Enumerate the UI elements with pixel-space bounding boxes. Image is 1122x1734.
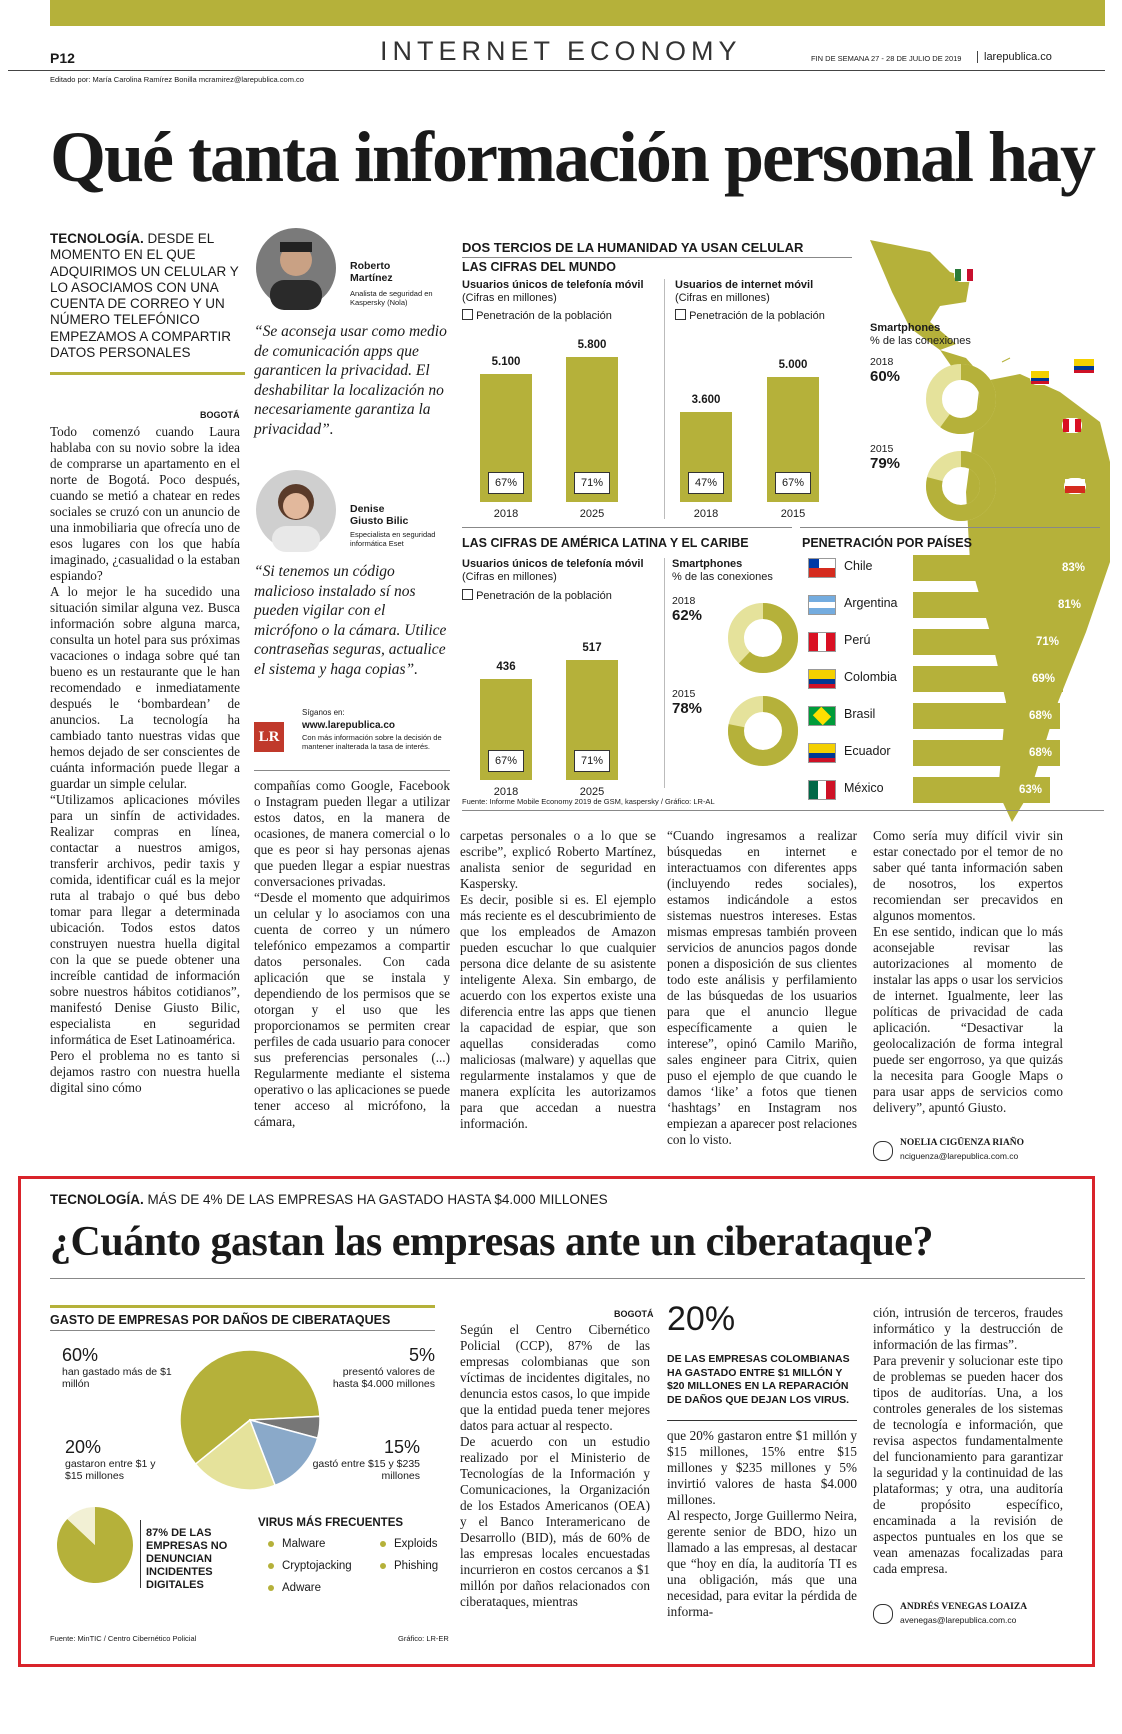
slice-text: gastó entre $15 y $235 millones — [312, 1458, 420, 1482]
no-report-rule — [140, 1520, 141, 1588]
bar-value-label: 5.000 — [778, 359, 808, 371]
virus-item — [268, 1582, 321, 1594]
legend-text: Penetración de la población — [476, 590, 612, 602]
chile-flag-icon — [808, 558, 836, 578]
country-row — [808, 777, 1110, 803]
latam-mobile-label — [462, 558, 662, 584]
country-name: Ecuador — [844, 744, 891, 758]
article-column-3: carpetas personales o a lo que se escribe”, explicó Roberto Martínez, analista senior de seguridad en Kaspersky. Es decir, posible si es. El ejemplo más reciente es el descubrimiento de que los empleados de Amazon pueden escuchar lo que cualquier persona dice delante de su asistente inteligente Alexa. Sin embargo, de acuerdo con los expertos existe una diferencia entre las apps que tienen la capacidad de espiar, que son aquellas consideradas como maliciosas (malware) y aquellas que regularmente instalamos y que de manera explícita les autorizamos para que accedan a nuestra información. — [460, 828, 656, 1131]
donut-pct-label: 62% — [672, 607, 703, 624]
country-row — [808, 666, 1110, 692]
slice-label-60 — [62, 1345, 182, 1390]
article2-rule — [50, 1278, 1085, 1279]
colombia-flag-icon — [1073, 358, 1095, 374]
info2-top-rule — [50, 1305, 435, 1308]
article2-column-3: ción, intrusión de terceros, fraudes informático y la destrucción de información de las firmas”. Para prevenir y solucionar este tipo de problemas se pueden hacer dos tipos de auditorías. Una, a los controles generales de los sistemas de tecnología e información, que revisa aspectos fundamentalmente del funcionamiento para garantizar la seguridad y la continuidad de las plataformas; y otra, una auditoría de propósito específico, encaminada a la revisión de aspectos puntuales en los que se vean amenazas focalizadas para cada empresa. — [873, 1305, 1063, 1576]
country-row — [808, 703, 1110, 729]
ecuador-flag-icon — [1030, 370, 1050, 385]
quote2-role: Especialista en seguridad informática Eset — [350, 530, 436, 548]
sub: % de las conexiones — [870, 335, 971, 347]
bullet-icon — [268, 1563, 274, 1569]
person-photo-icon — [256, 470, 336, 550]
year-label: 2018 — [493, 786, 519, 798]
bar-value-label: 5.100 — [491, 356, 521, 368]
legend-text: Penetración de la población — [689, 310, 825, 322]
deck-text: DESDE EL MOMENTO EN EL QUE ADQUIRIMOS UN CELULAR Y LO ASOCIAMOS CON UNA CUENTA DE CORREO Y UN NÚMERO TELEFÓNICO EMPEZAMOS A COMPARTIR DATOS PERSONALES — [50, 231, 239, 361]
bullet-icon — [268, 1541, 274, 1547]
virus-name: Cryptojacking — [282, 1560, 352, 1572]
world-mobile-label — [462, 279, 662, 305]
infographic-rule-bottom — [462, 810, 1104, 811]
byline-email: nciguenza@larepublica.com.co — [900, 1151, 1019, 1161]
slice-label-5 — [315, 1345, 435, 1390]
world-internet-pen — [675, 309, 825, 323]
legend-text: Penetración de la población — [476, 310, 612, 322]
deck-rule — [50, 372, 245, 375]
units: (Cifras en millones) — [462, 571, 557, 583]
virus-item — [268, 1560, 352, 1572]
headline: Qué tanta información personal hay — [50, 117, 1095, 197]
world-smartphones-label — [870, 322, 1000, 348]
infographic-title: DOS TERCIOS DE LA HUMANIDAD YA USAN CELULAR — [462, 240, 804, 255]
quote2-name: Denise Giusto Bilic — [350, 503, 409, 527]
donut-pct-label: 60% — [870, 368, 901, 385]
info2-credit: Gráfico: LR-ER — [398, 1634, 449, 1643]
ecuador-flag-icon — [808, 743, 836, 763]
byline-icon — [873, 1604, 893, 1624]
follow-note: Con más información sobre la decisión de mantener inalterada la tasa de interés. — [302, 733, 442, 751]
country-bar: 71% — [913, 629, 1067, 655]
country-row — [808, 629, 1110, 655]
country-bar: 69% — [913, 666, 1063, 692]
article2-deck — [50, 1192, 608, 1207]
colombia-flag-icon — [808, 669, 836, 689]
article-column-1: Todo comenzó cuando Laura hablaba con su novio sobre la idea de comprarse un apartamento en el norte de Bogotá. Poco después, cuando se metió a chatear en redes sociales se cruzó con un anuncio de una inmobiliaria que ofrecía uno de esos lugares con los que había imaginado, ¿casualidad o la estaban espiando? A lo mejor le ha sucedido una situación similar alguna vez. Busca información sobre alguna marca, consulta un hotel para sus próximas vacaciones o indaga sobre qué tan bueno es un restaurante que le han recomendado e inmediatamente después le ‘bombardean’ de anuncios. La tecnología ha cambiado tanto nuestras vidas que hemos dejado de ser conscientes de cuánta información puede llegar a guardar un simple celular. “Utilizamos aplicaciones móviles para un sinfín de actividades. Realizar compras en línea, contactar a nuestros amigos, transferir archivos, pedir taxis y comida, identificar cuál es la mejor ruta al trabajo o qué bus debo tomar para llegar a determinada ubicación. Todos estos datos construyen nuestra huella digital con la que se puede obtener una increíble cantidad de información sobre nuestros hábitos cotidianos”, manifestó Denise Giusto Bilic, especialista en seguridad informática de Eset Latinoamérica. Pero el problema no es tanto si dejamos rastro con nuestra huella digital sino cómo — [50, 424, 240, 1095]
donut-pct-label: 78% — [672, 700, 703, 717]
section-title: INTERNET ECONOMY — [380, 36, 742, 66]
quote2-text: “Si tenemos un código malicioso instalado sí nos pueden vigilar con el micrófono o la cámara. Utilice contraseñas seguras, actualice el sistema y haga copias”. — [254, 563, 447, 678]
follow-url[interactable]: www.larepublica.co — [302, 720, 395, 731]
mexico-flag-icon — [808, 780, 836, 800]
donut-chart — [722, 597, 804, 679]
penetration-box: 67% — [775, 472, 811, 494]
country-bar: 68% — [913, 703, 1060, 729]
label: Smartphones — [672, 558, 743, 570]
bullet-icon — [380, 1541, 386, 1547]
virus-item — [380, 1560, 438, 1572]
article-column-5: Como sería muy difícil vivir sin estar conectado por el temor de no saber qué tanta información saben de nosotros, los expertos recomiendan ser precavidos en algunos momentos. En ese sentido, indican que lo más aconsejable revisar las autorizaciones al momento de instalar las apps o usar los servicios de internet. Igualmente, leer las políticas de privacidad de cada aplicación. “Desactivar la geolocalización de forma integral puede ser engorroso, ya que quizás la necesita para Google Maps o para usar apps de servicios como delivery”, apuntó Giusto. — [873, 828, 1063, 1115]
donut-year-label: 2018 — [672, 595, 696, 607]
legend-box-icon — [675, 309, 686, 320]
slice-text: han gastado más de $1 millón — [62, 1366, 172, 1390]
brasil-flag-icon — [808, 706, 836, 726]
issue-date: FIN DE SEMANA 27 - 28 DE JULIO DE 2019 — [811, 54, 962, 63]
world-title: LAS CIFRAS DEL MUNDO — [462, 260, 616, 274]
latam-rule — [462, 527, 792, 528]
deck-text: MÁS DE 4% DE LAS EMPRESAS HA GASTADO HASTA $4.000 MILLONES — [147, 1192, 608, 1207]
big-stat-text: DE LAS EMPRESAS COLOMBIANAS HA GASTADO ENTRE $1 MILLÓN Y $20 MILLONES EN LA REPARACIÓN DE DAÑOS QUE DEJAN LOS VIRUS. — [667, 1353, 850, 1406]
sub: % de las conexiones — [672, 571, 773, 583]
bar-value-label: 3.600 — [691, 394, 721, 406]
country-bar: 63% — [913, 777, 1050, 803]
country-name: México — [844, 781, 884, 795]
units: (Cifras en millones) — [462, 292, 557, 304]
year-label: 2018 — [493, 508, 519, 520]
dateline: BOGOTÁ — [200, 410, 240, 420]
article2-dateline: BOGOTÁ — [614, 1309, 654, 1319]
bar-value-label: 5.800 — [577, 339, 607, 351]
bar-value-label: 436 — [496, 661, 516, 673]
site-url: larepublica.co — [977, 51, 1052, 63]
quote1-text: “Se aconseja usar como medio de comunicación apps que garanticen la privacidad. El deshabilitar la localización no necesariamente garantiza la privacidad”. — [254, 323, 447, 438]
penetration-box: 67% — [488, 750, 524, 772]
article-deck — [50, 231, 245, 361]
slice-pct: 20% — [65, 1437, 102, 1457]
virus-name: Adware — [282, 1582, 321, 1594]
donut-year-label: 2015 — [672, 688, 696, 700]
follow-label: Síganos en: — [302, 708, 345, 717]
bullet-icon — [380, 1563, 386, 1569]
label: Usuarios de internet móvil — [675, 279, 814, 291]
big-stat: 20% — [667, 1300, 736, 1338]
year-label: 2025 — [579, 508, 605, 520]
legend-box-icon — [462, 309, 473, 320]
world-mobile-pen — [462, 309, 612, 323]
person-photo-icon — [256, 228, 336, 308]
kicker: TECNOLOGÍA. — [50, 231, 144, 246]
penetration-box: 71% — [574, 750, 610, 772]
avatar-roberto — [256, 228, 336, 308]
divider — [664, 558, 665, 788]
penetration-box: 47% — [688, 472, 724, 494]
label: Usuarios únicos de telefonía móvil — [462, 279, 644, 291]
virus-title: VIRUS MÁS FRECUENTES — [258, 1517, 404, 1529]
no-report-text: 87% DE LAS EMPRESAS NO DENUNCIAN INCIDENTES DIGITALES — [146, 1527, 228, 1591]
no-report-pie-chart — [55, 1505, 135, 1585]
slice-label-20 — [65, 1437, 175, 1482]
penetration-box: 67% — [488, 472, 524, 494]
country-bar: 68% — [913, 740, 1060, 766]
virus-name: Phishing — [394, 1560, 439, 1572]
country-row — [808, 592, 1110, 618]
article-column-2: compañías como Google, Facebook o Instagram pueden llegar a utilizar estos datos, en la manera de ocasiones, de manera comercial o lo que es peor si hay personas ajenas que pueden llegar a espiar nuestras conversaciones privadas. “Desde el momento que adquirimos un celular y lo asociamos con una cuenta de correo y un número telefónico empezamos a compartir datos personales. Con cada aplicación que se instala y dependiendo de los permisos que se otorgan y el uso que les proporcionamos se permiten crear perfiles de cada usuario para conocer sus preferencias personales (...) Regularmente mediante el sistema operativo o las aplicaciones se puede tener acceso al micrófono, la cámara, — [254, 778, 450, 1129]
virus-name: Malware — [282, 1538, 326, 1550]
donut-pct-label: 79% — [870, 455, 901, 472]
bullet-icon — [268, 1585, 274, 1591]
countries-title: PENETRACIÓN POR PAÍSES — [802, 536, 972, 550]
kicker: TECNOLOGÍA. — [50, 1192, 144, 1207]
country-row — [808, 740, 1110, 766]
penetration-box: 71% — [574, 472, 610, 494]
byline-name: NOELIA CIGÜENZA RIAÑO — [900, 1138, 1025, 1148]
bar-value-label: 517 — [582, 642, 602, 654]
article2-headline: ¿Cuánto gastan las empresas ante un ciberataque? — [50, 1219, 933, 1265]
donut-chart — [722, 690, 804, 772]
slice-pct: 60% — [62, 1345, 99, 1365]
donut-year-label: 2015 — [870, 443, 894, 455]
top-color-band — [50, 0, 1105, 26]
infographic-title-rule — [462, 257, 852, 258]
byline-icon — [873, 1141, 893, 1161]
country-name: Colombia — [844, 670, 897, 684]
donut-chart — [920, 445, 1002, 527]
year-label: 2015 — [780, 508, 806, 520]
donut-year-label: 2018 — [870, 356, 894, 368]
label: Usuarios únicos de telefonía móvil — [462, 558, 644, 570]
virus-item — [380, 1538, 437, 1550]
country-row — [808, 555, 1110, 581]
country-name: Chile — [844, 559, 873, 573]
info2-title: GASTO DE EMPRESAS POR DAÑOS DE CIBERATAQUES — [50, 1313, 391, 1327]
country-name: Brasil — [844, 707, 876, 721]
mexico-shape — [1002, 358, 1010, 362]
year-label: 2018 — [693, 508, 719, 520]
countries-rule-top — [800, 527, 1100, 528]
chile-flag-icon — [1064, 478, 1086, 494]
article-column-4: “Cuando ingresamos a realizar búsquedas en internet e interactuamos con diferentes apps (incluyendo redes sociales), estamos indicándole a estos sistemas nuestros intereses. Estas mismas empresas también proveen servicios de anuncios pagos donde ponen a disposición de sus clientes todo este análisis y perfilamiento de las búsquedas de los usuarios para que el anuncio llegue específicamente a quien le interese”, opinó Camilo Mariño, sales engineer para Citrix, quien puso el ejemplo de que cuando le damos ‘like’ a fotos que tienen ‘hashtags’ en Instagram nos empiezan a aparecer post relaciones con lo visto. — [667, 828, 857, 1147]
divider — [664, 279, 665, 519]
latam-smartphones-label — [672, 558, 802, 584]
latam-mobile-pen — [462, 589, 612, 603]
slice-label-15 — [305, 1437, 420, 1482]
mexico-flag-icon — [954, 268, 974, 282]
peru-flag-icon — [1062, 418, 1082, 433]
world-internet-label — [675, 279, 855, 305]
quote1-role: Analista de seguridad en Kaspersky (Nola) — [350, 289, 433, 307]
lr-logo: LR — [254, 722, 284, 752]
argentina-flag-icon — [808, 595, 836, 615]
editor-credit: Editado por: María Carolina Ramírez Bonilla mcramirez@larepublica.com.co — [50, 75, 304, 84]
info2-source: Fuente: MinTIC / Centro Cibernético Policial — [50, 1634, 197, 1643]
country-name: Argentina — [844, 596, 898, 610]
avatar-denise — [256, 470, 336, 550]
quote1-name: Roberto Martínez — [350, 260, 393, 284]
legend-box-icon — [462, 589, 473, 600]
donut-chart — [920, 358, 1002, 440]
infographic-source: Fuente: Informe Mobile Economy 2019 de GSM, kaspersky / Gráfico: LR-AL — [462, 797, 715, 806]
header-rule — [8, 70, 1105, 71]
slice-pct: 15% — [383, 1437, 420, 1457]
label: Smartphones — [870, 322, 941, 334]
virus-item — [268, 1538, 325, 1550]
follow-rule — [254, 770, 450, 771]
big-stat-rule — [667, 1420, 857, 1421]
article2-byline-name: ANDRÉS VENEGAS LOAIZA — [900, 1602, 1028, 1612]
year-label: 2025 — [579, 786, 605, 798]
country-bar: 81% — [913, 592, 1089, 618]
country-bar: 83% — [913, 555, 1093, 581]
article2-byline-email: avenegas@larepublica.com.co — [900, 1615, 1017, 1625]
latam-title: LAS CIFRAS DE AMÉRICA LATINA Y EL CARIBE — [462, 536, 749, 550]
article2-column-1: Según el Centro Cibernético Policial (CCP), 87% de las empresas colombianas que son víctimas de incidentes digitales, no denuncia estos casos, lo que impide que la entidad pueda tener mejores datos para actuar al respecto. De acuerdo con un estudio realizado por el Ministerio de Tecnologías de la Información y Comunicaciones, la Organización de los Estados Americanos (OEA) y el Banco Interamericano de Desarrollo (BID), más de 60% de las empresas locales encuestadas incurrieron en costos cercanos a $1 millón por daños relacionados con ciberataques, mientras — [460, 1322, 650, 1609]
country-name: Perú — [844, 633, 871, 647]
info2-title-rule — [50, 1330, 435, 1331]
units: (Cifras en millones) — [675, 292, 770, 304]
slice-text: presentó valores de hasta $4.000 millones — [332, 1366, 435, 1390]
article2-column-2: que 20% gastaron entre $1 millón y $15 millones, 15% entre $15 millones y $235 millones y 5% invirtió valores de hasta $4.000 millones. Al respecto, Jorge Guillermo Neira, gerente senior de BDO, hizo un llamado a las empresas, al destacar que “hoy en día, la auditoría TI es una obligación, más que una necesidad, para evitar la pérdida de informa- — [667, 1428, 857, 1619]
peru-flag-icon — [808, 632, 836, 652]
page-number: P12 — [50, 50, 75, 66]
virus-name: Exploids — [394, 1538, 438, 1550]
slice-pct: 5% — [408, 1345, 435, 1365]
slice-text: gastaron entre $1 y $15 millones — [65, 1458, 156, 1482]
